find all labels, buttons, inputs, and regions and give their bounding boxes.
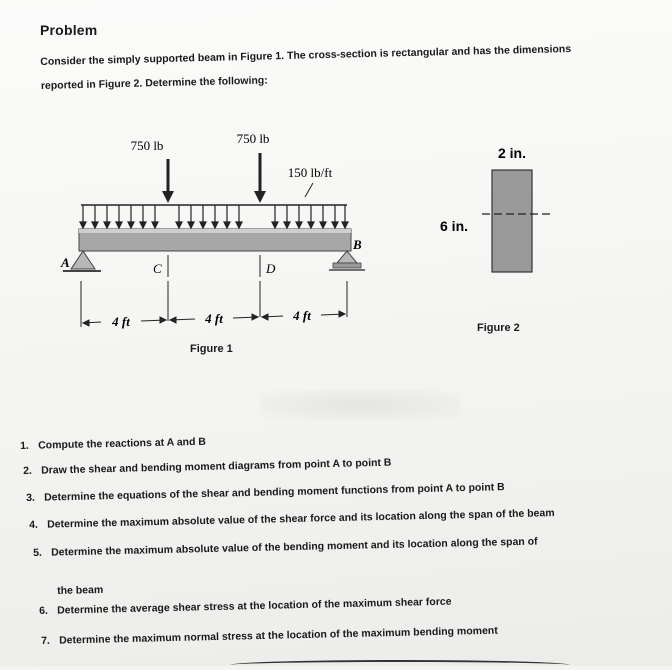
point-c-label: C [153,261,162,276]
intro-line-1: Consider the simply supported beam in Figure 1. The cross-section is rectangular and has the dimensions [40,43,572,68]
figure-2-caption: Figure 2 [477,322,520,334]
task-item: 4. Determine the maximum absolute value of the shear force and its location along the span of the beam [29,507,555,531]
dimension-cd-label: 4 ft [205,311,223,326]
task-item: 1. Compute the reactions at A and B [20,435,207,452]
task-item: 7. Determine the maximum normal stress at the location of the maximum bending moment [41,624,498,647]
section-width-label: 2 in. [497,145,527,161]
point-b-label: B [353,237,362,252]
section-height-label: 6 in. [440,218,469,234]
task-item: 3. Determine the equations of the shear and bending moment functions from point A to point B [26,481,505,504]
point-d-label: D [266,261,276,276]
figure-2-cross-section [430,140,570,280]
dimension-db-label: 4 ft [293,308,311,323]
roller-support-b [337,251,357,263]
task-item: 5. Determine the maximum absolute value of the bending moment and its location along the span of [33,535,538,559]
distributed-load-label: 150 lb/ft [287,165,333,180]
page-edge-mark [230,660,570,670]
problem-intro [40,36,616,98]
section-rectangle [492,170,532,272]
intro-line-2: reported in Figure 2. Determine the following: [40,74,268,92]
scan-smudge [260,390,460,420]
dimension-ac-label: 4 ft [112,314,130,329]
figure-1-beam-diagram [55,125,375,335]
figure-1-caption: Figure 1 [190,343,233,355]
task-item: the beam [57,583,104,597]
pin-support-a [71,251,95,269]
load-1-label: 750 lb [130,138,164,153]
load-2-label: 750 lb [236,131,270,146]
task-item: 6. Determine the average shear stress at the location of the maximum shear force [39,595,452,617]
problem-title: Problem [40,22,98,38]
point-a-label: A [61,255,70,270]
distributed-load-arrows [80,205,348,228]
task-item: 2. Draw the shear and bending moment diagrams from point A to point B [23,456,392,477]
